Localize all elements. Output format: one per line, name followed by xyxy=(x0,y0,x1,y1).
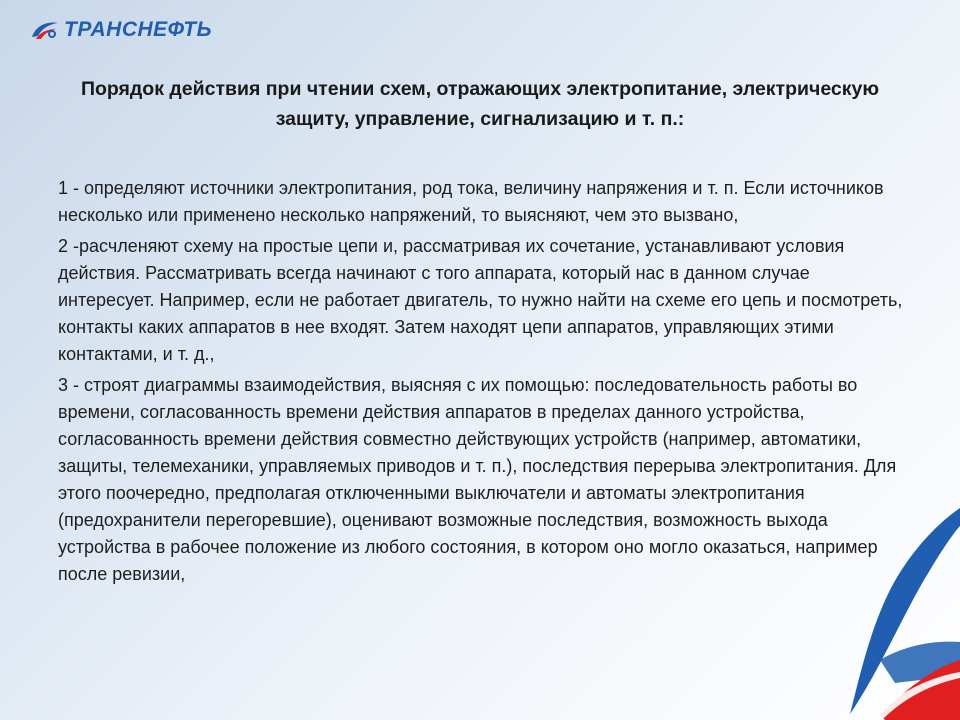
slide-body xyxy=(58,175,906,592)
transneft-emblem-icon xyxy=(30,19,60,41)
paragraph-1: 1 - определяют источники электропитания, род тока, величину напряжения и т. п. Если источников несколько или применено несколько напряжений, то выясняют, чем это вызвано, xyxy=(58,178,884,225)
paragraph-3: 3 - строят диаграммы взаимодействия, выясняя с их помощью: последовательность работы во времени, согласованность времени действия аппаратов в пределах данного устройства, согласованность времени действия совместно действующих устройств (например, автоматики, защиты, телемеханики, управляемых приводов и т. п.), последствия перерыва электропитания. Для этого поочередно, предполагая отключенными выключатели и автоматы электропитания (предохранители перегоревшие), оценивают возможные последствия, возможность выхода устройства в рабочее положение из любого состояния, в котором оно могло оказаться, например после ревизии, xyxy=(58,375,897,584)
company-logo xyxy=(30,18,212,42)
slide-title: Порядок действия при чтении схем, отражающих электропитание, электрическую защиту, управление, сигнализацию и т. п.: xyxy=(80,78,880,130)
paragraph-2: 2 -расчленяют схему на простые цепи и, рассматривая их сочетание, устанавливают условия действия. Рассматривать всегда начинают с того аппарата, который нас в данном случае интересует. Например, если не работает двигатель, то нужно найти на схеме его цепь и посмотреть, контакты каких аппаратов в нее входят. Затем находят цепи аппаратов, управляющих этими контактами, и т. д., xyxy=(58,236,903,364)
logo-text: ТРАНСНЕФТЬ xyxy=(64,18,212,41)
